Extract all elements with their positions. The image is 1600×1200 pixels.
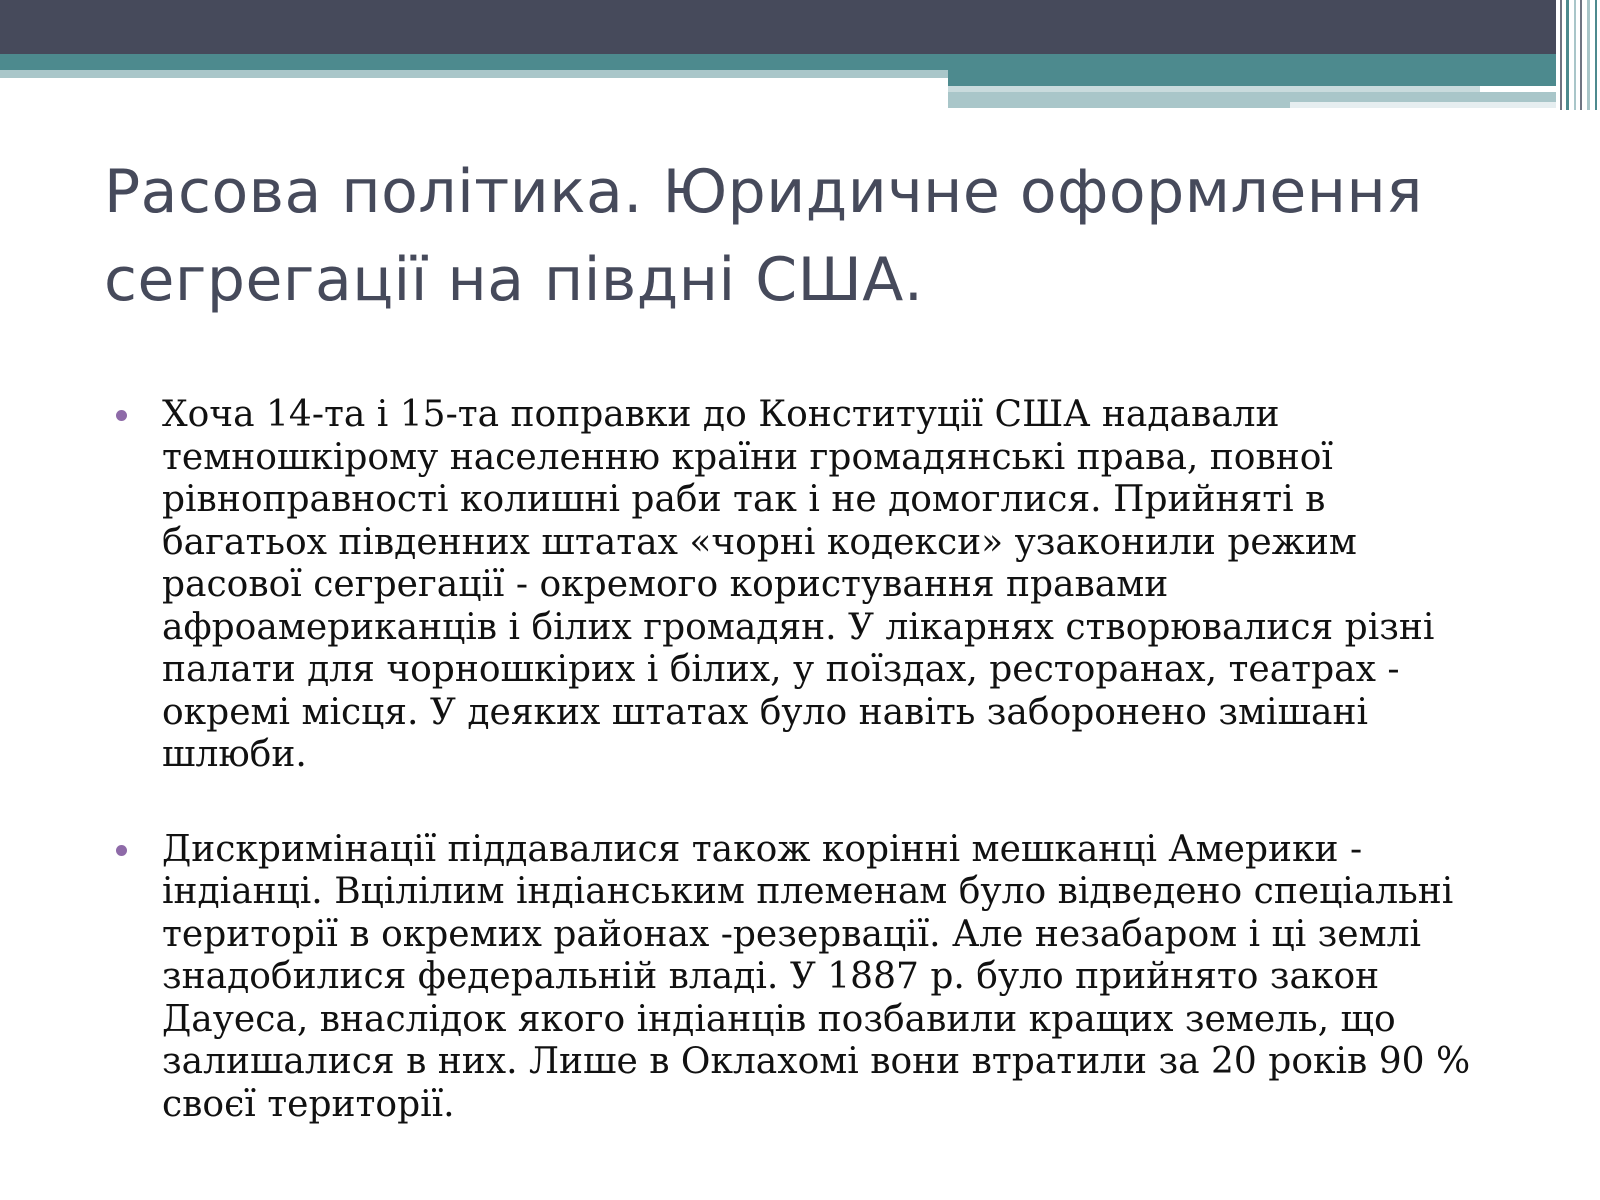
slide-body <box>112 394 1496 1126</box>
header-bar-dark <box>0 0 1556 54</box>
header-bar-light <box>0 70 948 78</box>
bullet-icon <box>116 410 127 421</box>
header-vertical-line <box>1587 0 1590 110</box>
bullet-item <box>112 829 1496 1127</box>
bullet-text: Хоча 14-та і 15-та поправки до Конституції США надавали темношкірому населенню країни громадянські права, повної рівноправності колишні раби так і не домоглися. Прийняті в багатьох південних штатах «чорні кодекси» узаконили режим расової сегрегації - окремого користування правами афроамериканців і білих громадян. У лікарнях створювалися різні палати для чорношкірих і білих, у поїздах, ресторанах, театрах - окремі місця. У деяких штатах було навіть заборонено змішані шлюби. <box>162 394 1435 775</box>
bullet-text: Дискримінації піддавалися також корінні мешканці Америки - індіанці. Вцілілим індіанським племенам було відведено спеціальні території в окремих районах -резервації. Але незабаром і ці землі знадобилися федеральній владі. У 1887 р. було прийнято закон Дауеса, внаслідок якого індіанців позбавили кращих земель, що залишалися в них. Лише в Оклахомі вони втратили за 20 років 90 % своєї території. <box>162 828 1471 1125</box>
header-bar-teal <box>0 54 1556 70</box>
header-vertical-line <box>1566 0 1569 110</box>
bullet-item <box>112 394 1496 777</box>
header-vertical-line <box>1580 0 1582 110</box>
header-vertical-line <box>1574 0 1576 110</box>
header-stripe-faint <box>1290 102 1558 108</box>
header-vertical-line <box>1560 0 1562 110</box>
header-vertical-line <box>1595 0 1597 110</box>
header-stripe-teal <box>948 70 1556 86</box>
header-right-edge <box>1556 0 1600 110</box>
slide-title: Расова політика. Юридичне оформлення сегрегації на півдні США. <box>104 157 1423 315</box>
bullet-icon <box>116 845 127 856</box>
